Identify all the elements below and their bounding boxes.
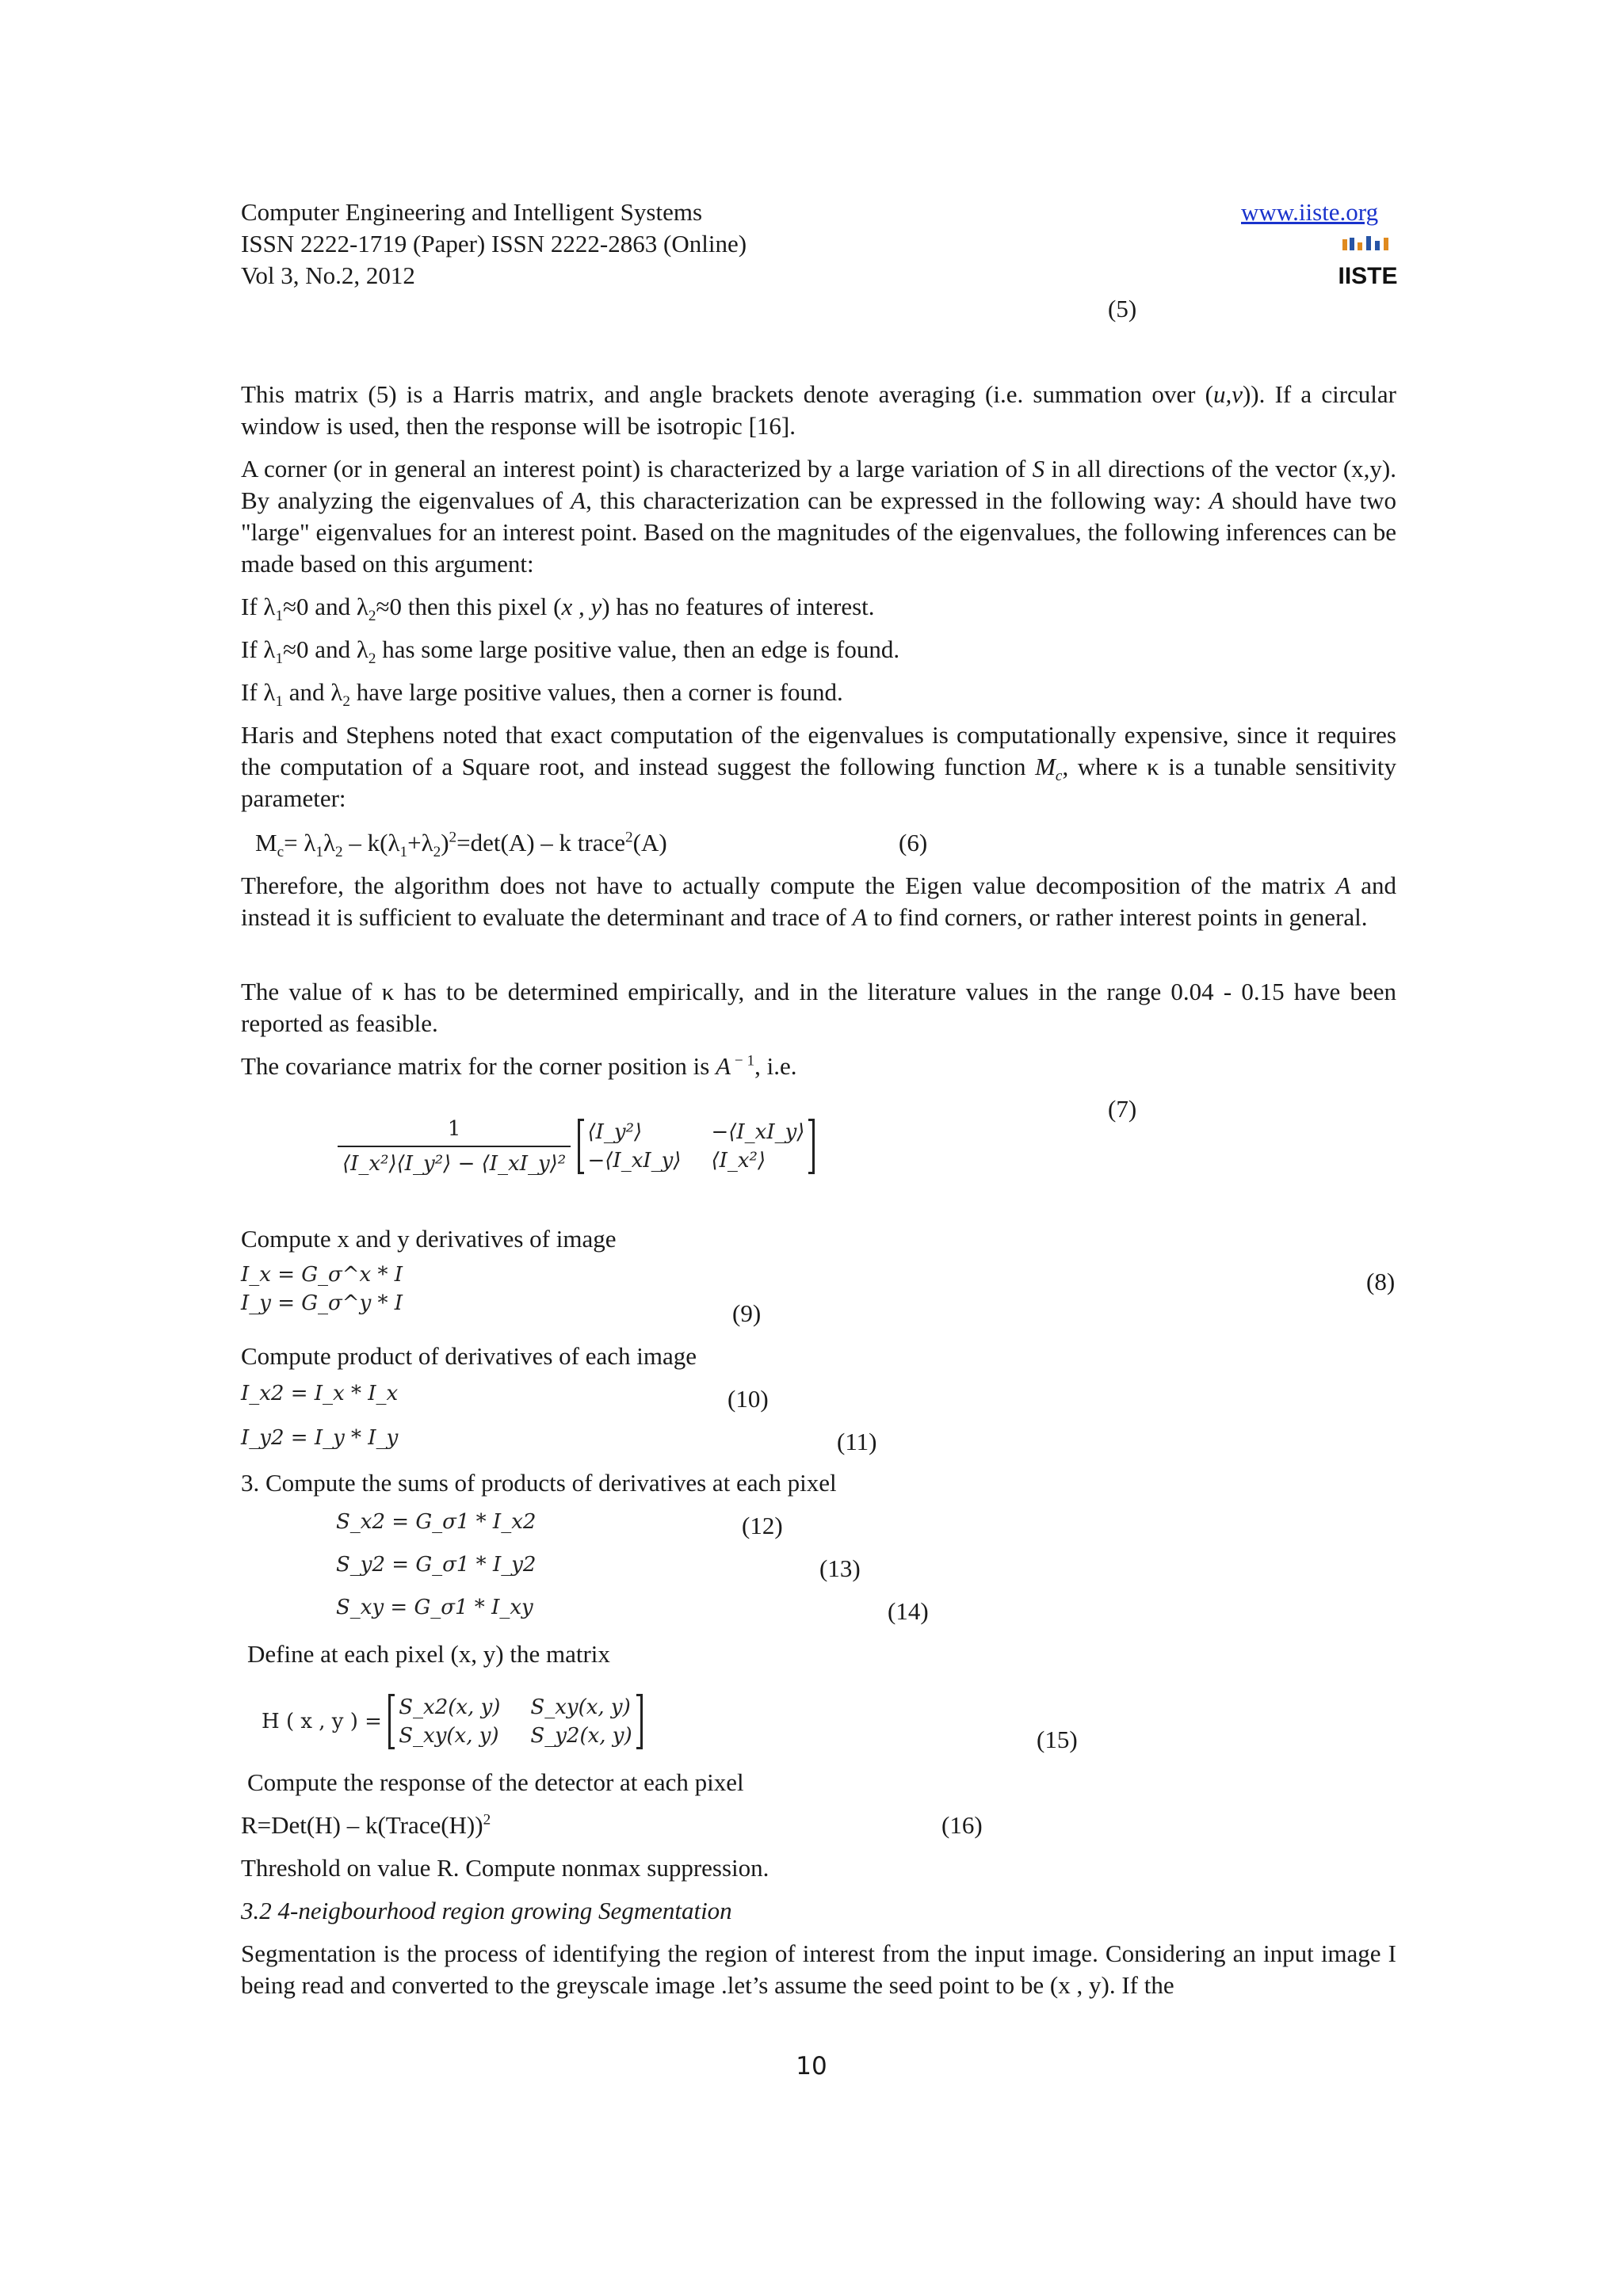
step-threshold: Threshold on value R. Compute nonmax suppression.: [241, 1854, 769, 1882]
paragraph-eigen-decomposition: Therefore, the algorithm does not have to actually compute the Eigen value decomposition of the matrix A and instead it is sufficient to evaluate the determinant and trace of A to find corners, or rather interest points in general.: [241, 871, 1396, 931]
equation-number-9: (9): [732, 1299, 762, 1327]
paragraph-covariance: The covariance matrix for the corner position is A $^{- 1}$, i.e.: [241, 1052, 797, 1080]
equation-14-formula: S_xy = G_σ1 * I_xy: [336, 1596, 533, 1619]
inference-edge: If $\lambda_1\approx 0$ and $\lambda_2$ has some large positive value, then an edge is found.: [241, 635, 900, 668]
equation-number-11: (11): [837, 1428, 877, 1455]
step-compute-derivatives: Compute x and y derivatives of image: [241, 1225, 617, 1253]
equation-13-formula: S_y2 = G_σ1 * I_y2: [336, 1553, 537, 1577]
equation-number-14: (14): [888, 1597, 929, 1625]
iiste-logo-icon: [1338, 236, 1398, 289]
journal-website-link[interactable]: www.iiste.org: [1241, 198, 1379, 226]
equation-number-10: (10): [727, 1385, 769, 1413]
inference-no-feature: If $\lambda_1\approx 0$ and $\lambda_2\approx 0$ then this pixel (x , y) has no features of interest.: [241, 593, 875, 625]
equation-10-formula: I_x2 = I_x * I_x: [241, 1382, 399, 1405]
equation-number-16: (16): [941, 1811, 983, 1839]
step-define-matrix: Define at each pixel (x, y) the matrix: [247, 1640, 610, 1668]
section-heading: 3.2 4-neigbourhood region growing Segmentation: [241, 1897, 732, 1924]
equation-number-13: (13): [819, 1554, 861, 1582]
inference-corner: If $\lambda_1$ and $\lambda_2$ have large positive values, then a corner is found.: [241, 678, 843, 711]
equation-number-6: (6): [899, 829, 928, 856]
paragraph-harris-matrix: This matrix (5) is a Harris matrix, and angle brackets denote averaging (i.e. summation over (u,v)). If a circular window is used, then the response will be isotropic [16].: [241, 380, 1396, 440]
equation-number-7: (7): [1108, 1095, 1137, 1123]
step-compute-response: Compute the response of the detector at each pixel: [247, 1768, 744, 1796]
equation-7-fraction: $\frac{1}{\text{⟨I\_x²⟩⟨I\_y²⟩ − ⟨I\_xI\_y⟩²}}$: [338, 1116, 571, 1177]
journal-issn: ISSN 2222-1719 (Paper) ISSN 2222-2863 (Online): [241, 230, 747, 257]
equation-number-15: (15): [1037, 1726, 1078, 1753]
journal-title: Computer Engineering and Intelligent Systems: [241, 198, 703, 226]
equation-7-matrix: ⟨I_y²⟩ −⟨I_xI_y⟩ −⟨I_xI_y⟩ ⟨I_x²⟩: [578, 1119, 815, 1174]
equation-9-formula: I_y = G_σ^y * I: [241, 1291, 403, 1315]
equation-8-formula: I_x = G_σ^x * I: [241, 1263, 403, 1287]
equation-number-5: (5): [1108, 295, 1137, 322]
page-number: 10: [796, 2052, 827, 2081]
step-compute-products: Compute product of derivatives of each image: [241, 1342, 697, 1370]
paragraph-segmentation: Segmentation is the process of identifying the region of interest from the input image. Considering an input image I being read and converted to the greyscale image .let’s assume the seed point to be (x , y). If the: [241, 1939, 1396, 1999]
equation-number-8: (8): [1366, 1268, 1396, 1295]
paragraph-harris-stephens: Haris and Stephens noted that exact computation of the eigenvalues is computationally expensive, since it requires the computation of a Square root, and instead suggest the following function $M_c$, where κ is a tunable sensitivity parameter:: [241, 721, 1396, 812]
equation-11-formula: I_y2 = I_y * I_y: [241, 1426, 399, 1450]
equation-15-matrix: S_x2(x, y) S_xy(x, y) S_xy(x, y) S_y2(x, y): [388, 1694, 642, 1749]
equation-12-formula: S_x2 = G_σ1 * I_x2: [336, 1510, 537, 1534]
equation-6: $M_c= \lambda_1\lambda_2 - k(\lambda_1+\lambda_2)^2=\det(A) - k$ trace$^2$(A): [255, 829, 667, 861]
paragraph-kappa-value: The value of κ has to be determined empirically, and in the literature values in the range 0.04 - 0.15 have been reported as feasible.: [241, 978, 1396, 1037]
logo-text: IISTE: [1338, 263, 1398, 289]
paragraph-corner-definition: A corner (or in general an interest point) is characterized by a large variation of S in all directions of the vector (x,y). By analyzing the eigenvalues of A, this characterization can be expressed in the following way: A should have two "large" eigenvalues for an interest point. Based on the magnitudes of the eigenvalues, the following inferences can be made based on this argument:: [241, 455, 1396, 578]
equation-15-formula: H ( x , y ) = S_x2(x, y) S_xy(x, y) S_xy(x, y) S_y2(x, y): [262, 1694, 643, 1749]
equation-7-formula: [338, 1116, 815, 1177]
equation-16: R=Det(H) – k(Trace(H))$^2$: [241, 1811, 491, 1839]
equation-number-12: (12): [742, 1512, 783, 1539]
journal-volume: Vol 3, No.2, 2012: [241, 261, 415, 289]
step-compute-sums: 3. Compute the sums of products of derivatives at each pixel: [241, 1469, 837, 1497]
